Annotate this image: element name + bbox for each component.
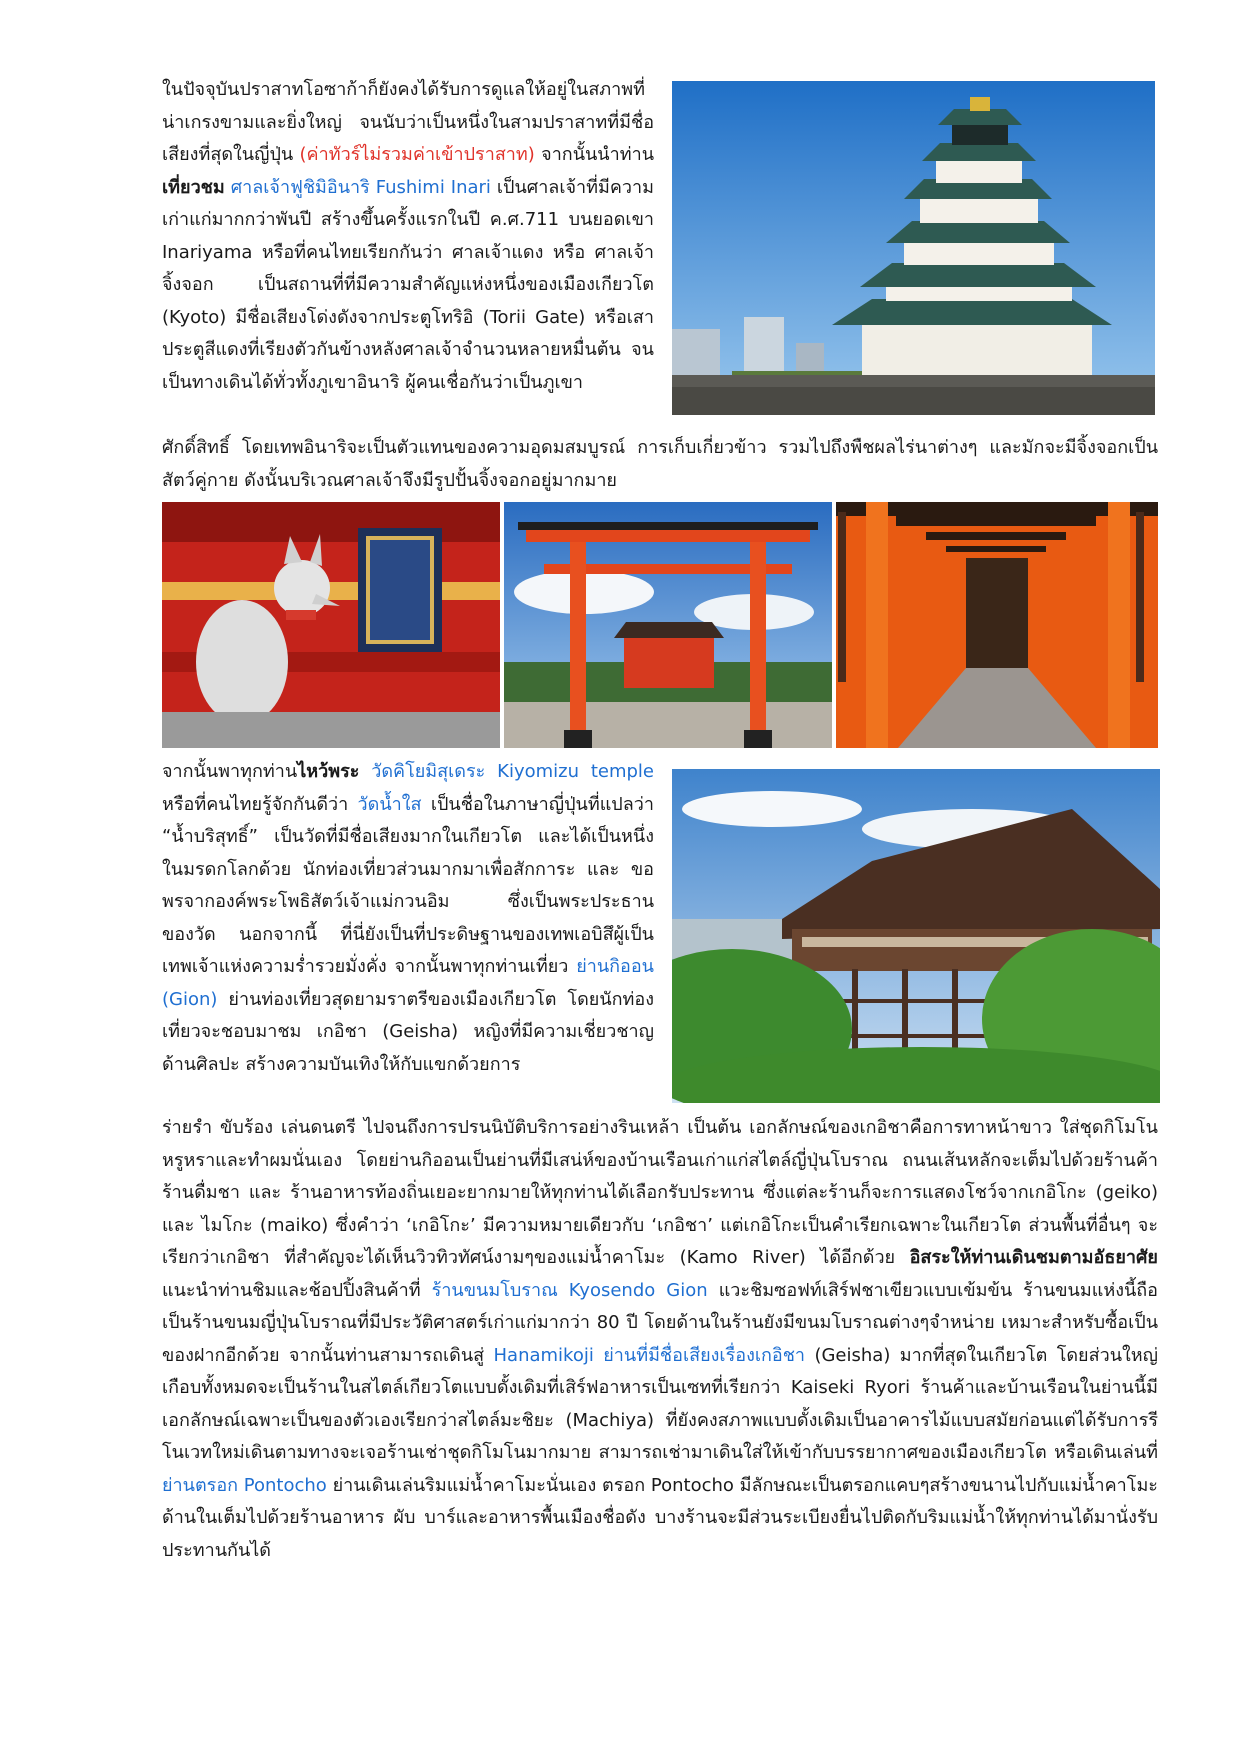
kiyomizu-link[interactable]: วัดคิโยมิสุเดระ Kiyomizu temple bbox=[371, 761, 654, 782]
torii-gate-image bbox=[504, 502, 832, 748]
kiyomizu-text: จากนั้นพาทุกท่านไหว้พระ วัดคิโยมิสุเดระ Kiyomizu temple หรือที่คนไทยรู้จักกันดีว่า วัดน้ำใส เป็นชื่อในภาษาญี่ปุ่นที่แปลว่า “น้ำบริสุทธิ์” เป็นวัดที่มีชื่อเสียงมากในเกียวโต และได้เป็นหนึ่งในมรดกโลกด้วย นักท่องเที่ยวส่วนมากมาเพื่อสักการะ และ ขอพรจากองค์พระโพธิสัตว์เจ้าแม่กวนอิม ซึ่งเป็นพระประธานของวัด นอกจากนี้ ที่นี่ยังเป็นที่ประดิษฐานของเทพเอบิสึผู้เป็นเทพเจ้าแห่งความร่ำรวยมั่งคั่ง จากนั้นพาทุกท่านเที่ยว ย่านกิออน (Gion) ย่านท่องเที่ยวสุดยามราตรีของเมืองเกียวโต โดยนักท่องเที่ยวจะชอบมาชม เกอิชา (Geisha) หญิงที่มีความเชี่ยวชาญด้านศิลปะ สร้างความบันเทิงให้กับแขกด้วยการ bbox=[162, 761, 654, 1075]
fushimi-continued-text: ศักดิ์สิทธิ์ โดยเทพอินาริจะเป็นตัวแทนของความอุดมสมบูรณ์ การเก็บเกี่ยวข้าว รวมไปถึงพืชผลไร่นาต่างๆ และมักจะมีจิ้งจอกเป็นสัตว์คู่กาย ดังนั้นบริเวณศาลเจ้าจึงมีรูปปั้นจิ้งจอกอยู่มากมาย bbox=[162, 437, 1158, 491]
torii-tunnel-image bbox=[836, 502, 1158, 748]
gion-link[interactable]: ย่านกิออน (Gion) bbox=[162, 956, 654, 1010]
intro-osaka-text: ในปัจจุบันปราสาทโอซาก้าก็ยังคงได้รับการดูแลให้อยู่ในสภาพที่น่าเกรงขามและยิ่งใหญ่ จนนับว่าเป็นหนึ่งในสามปราสาทที่มีชื่อเสียงที่สุดในญี่ปุ่น (ค่าทัวร์ไม่รวมค่าเข้าปราสาท) จากนั้นนำท่านเที่ยวชม ศาลเจ้าฟูชิมิอินาริ Fushimi Inari เป็นศาลเจ้าที่มีความเก่าแก่มากกว่าพันปี สร้างขึ้นครั้งแรกในปี ค.ศ.711 บนยอดเขา Inariyama หรือที่คนไทยเรียกกันว่า ศาลเจ้าแดง หรือ ศาลเจ้าจิ้งจอก เป็นสถานที่ที่มีความสำคัญแห่งหนึ่งของเมืองเกียวโต (Kyoto) มีชื่อเสียงโด่งดังจากประตูโทริอิ (Torii Gate) หรือเสาประตูสีแดงที่เรียงตัวกันข้างหลังศาลเจ้าจำนวนหลายหมื่นต้น จนเป็นทางเดินได้ทั่วทั้งภูเขาอินาริ ผู้คนเชื่อกันว่าเป็นภูเขา bbox=[162, 79, 654, 393]
nam-sai-link[interactable]: วัดน้ำใส bbox=[357, 793, 422, 815]
gion-detail-text: ร่ายรำ ขับร้อง เล่นดนตรี ไปจนถึงการปรนนิบัติบริการอย่างรินเหล้า เป็นต้น เอกลักษณ์ของเกอิชาคือการทาหน้าขาว ใส่ชุดกิโมโนหรูหราและทำผมนั่นเอง โดยย่านกิออนเป็นย่านที่มีเสน่ห์ของบ้านเรือนเก่าแก่สไตล์ญี่ปุ่นโบราณ ถนนเส้นหลักจะเต็มไปด้วยร้านค้า ร้านดื่มชา และ ร้านอาหารท้องถิ่นเยอะยากมายให้ทุกท่านได้เลือกรับประทาน ซึ่งแต่ละร้านก็จะการแสดงโชว์จากเกอิโกะ (geiko) และ ไมโกะ (maiko) ซึ่งคำว่า ‘เกอิโกะ’ มีความหมายเดียวกับ ‘เกอิชา’ แต่เกอิโกะเป็นคำเรียกเฉพาะในเกียวโต ส่วนพื้นที่อื่นๆ จะเรียกว่าเกอิชา ที่สำคัญจะได้เห็นวิวทิวทัศน์งามๆของแม่น้ำคาโมะ (Kamo River) ได้อีกด้วย อิสระให้ท่านเดินชมตามอัธยาศัย แนะนำท่านชิมและช้อปปิ้งสินค้าที่ ร้านขนมโบราณ Kyosendo Gion แวะชิมซอฟท์เสิร์ฟชาเขียวแบบเข้มข้น ร้านขนมแห่งนี้ถือเป็นร้านขนมญี่ปุ่นโบราณที่มีประวัติศาสตร์เก่าแก่มากว่า 80 ปี โดยด้านในร้านยังมีขนมโบราณต่างๆจำหน่าย เหมาะสำหรับซื้อเป็นของฝากอีกด้วย จากนั้นท่านสามารถเดินสู่ Hanamikoji ย่านที่มีชื่อเสียงเรื่องเกอิชา (Geisha) มากที่สุดในเกียวโต โดยส่วนใหญ่เกือบทั้งหมดจะเป็นร้านในสไตล์เกียวโตแบบดั้งเดิมที่เสิร์ฟอาหารเป็นเซทที่เรียกว่า Kaiseki Ryori ร้านค้าและบ้านเรือนในย่านนี้มีเอกลักษณ์เฉพาะเป็นของตัวเองเรียกว่าสไตล์มะชิยะ (Machiya) ที่ยังคงสภาพแบบดั้งเดิมเป็นอาคารไม้แบบสมัยก่อนแต่ได้รับการรีโนเวทใหม่เดินตามทางจะเจอร้านเช่าชุดกิโมโนมากมาย สามารถเช่ามาเดินใส่ให้เข้ากับบรรยากาศของเมืองเกียวโต หรือเดินเล่นที่ ย่านตรอก Pontocho ย่านเดินเล่นริมแม่น้ำคาโมะนั่นเอง ตรอก Pontocho มีลักษณะเป็นตรอกแคบๆสร้างขนานไปกับแม่น้ำคาโมะ ด้านในเต็มไปด้วยร้านอาหาร ผับ บาร์และอาหารพื้นเมืองชื่อดัง บางร้านจะมีส่วนระเบียงยื่นไปติดกับริมแม่น้ำให้ทุกท่านได้มานั่งรับประทานกันได้ bbox=[162, 1117, 1158, 1561]
price-note: (ค่าทัวร์ไม่รวมค่าเข้าปราสาท) bbox=[299, 144, 535, 165]
fushimi-inari-link[interactable]: ศาลเจ้าฟูชิมิอินาริ Fushimi Inari bbox=[230, 176, 491, 198]
kiyomizu-temple-image bbox=[672, 769, 1160, 1103]
pontocho-link[interactable]: ย่านตรอก Pontocho bbox=[162, 1474, 327, 1496]
fox-statue-image bbox=[162, 502, 500, 748]
kyosendo-link[interactable]: ร้านขนมโบราณ Kyosendo Gion bbox=[431, 1279, 708, 1301]
hanamikoji-link[interactable]: Hanamikoji ย่านที่มีชื่อเสียงเรื่องเกอิชา bbox=[493, 1344, 806, 1366]
osaka-castle-image bbox=[672, 81, 1155, 415]
